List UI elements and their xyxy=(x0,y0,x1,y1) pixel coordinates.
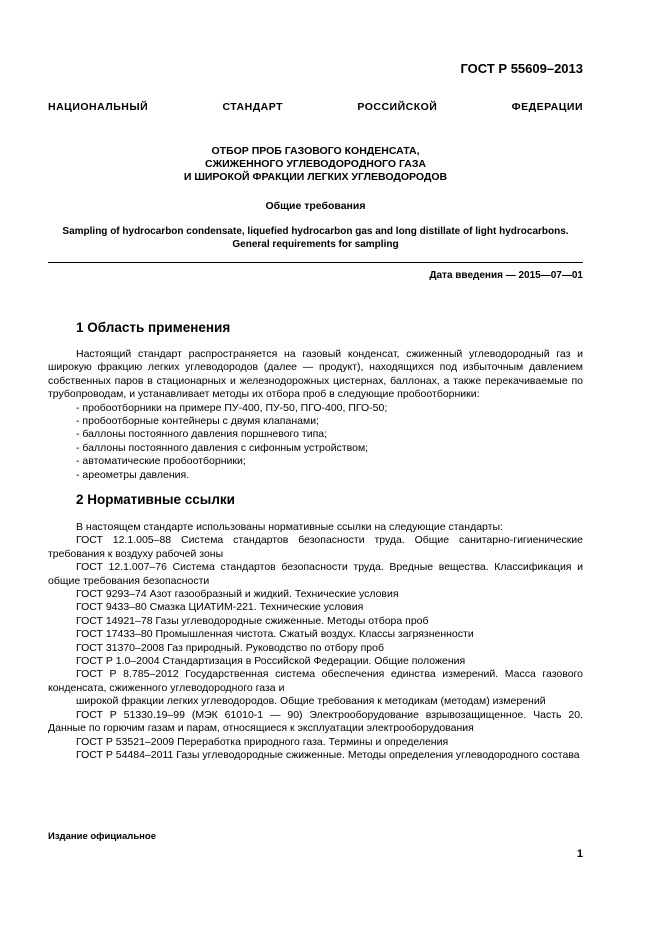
list-item: - пробоотборные контейнеры с двумя клапанами; xyxy=(76,415,319,428)
document-subtitle: Общие требования xyxy=(265,200,366,212)
title-line-1: ОТБОР ПРОБ ГАЗОВОГО КОНДЕНСАТА, xyxy=(211,145,420,157)
title-divider xyxy=(48,262,583,263)
official-edition-label: Издание официальное xyxy=(48,831,156,842)
reference-item: ГОСТ Р 8.785–2012 Государственная система обеспечения единства измерений. Масса газового конденсата, сжиженного углеводородного газа и xyxy=(48,668,583,694)
list-item: - баллоны постоянного давления поршневого типа; xyxy=(76,428,328,441)
reference-item: ГОСТ Р 53521–2009 Переработка природного газа. Термины и определения xyxy=(76,735,449,748)
reference-item: ГОСТ 12.1.005–88 Система стандартов безопасности труда. Общие санитарно-гигиенические требования к воздуху рабочей зоны xyxy=(48,534,583,560)
reference-item: ГОСТ Р 51330.19–99 (МЭК 61010-1 — 90) Электрооборудование взрывозащищенное. Часть 20. Данные по горючим газам и парам, относящиеся к эксплуатации электрооборудования xyxy=(48,708,583,735)
section-1-body xyxy=(48,348,583,482)
document-number: ГОСТ Р 55609–2013 xyxy=(460,61,583,76)
list-item: - автоматические пробоотборники; xyxy=(76,455,246,468)
page-number: 1 xyxy=(576,848,583,860)
document-title xyxy=(48,145,583,184)
section-1-paragraph: Настоящий стандарт распространяется на газовый конденсат, сжиженный углеводородный газ и широкую фракцию легких углеводородов (далее — продукт), находящихся под избыточным давлением собственных паров в стационарных и железнодорожных цистернах, баллонах, а также перекачиваемые по трубопроводам, и устанавливает методы их отбора проб в следующие пробоотборники: xyxy=(48,348,583,401)
list-item: - баллоны постоянного давления с сифонным устройством; xyxy=(76,441,369,454)
english-title xyxy=(48,225,583,251)
reference-item: ГОСТ 12.1.007–76 Система стандартов безопасности труда. Вредные вещества. Классификация и общие требования безопасности xyxy=(48,561,583,587)
reference-item: широкой фракции легких углеводородов. Общие требования к методикам (методам) измерений xyxy=(76,695,546,708)
section-1-heading: 1 Область применения xyxy=(76,320,231,335)
title-line-2: СЖИЖЕННОГО УГЛЕВОДОРОДНОГО ГАЗА xyxy=(205,158,426,170)
reference-item: ГОСТ Р 1.0–2004 Стандартизация в Российской Федерации. Общие положения xyxy=(76,655,466,668)
section-2-body xyxy=(48,521,583,762)
section-2-heading: 2 Нормативные ссылки xyxy=(76,492,235,507)
reference-item: ГОСТ 14921–78 Газы углеводородные сжиженные. Методы отбора проб xyxy=(76,614,429,627)
reference-item: ГОСТ Р 54484–2011 Газы углеводородные сжиженные. Методы определения углеводородного состава xyxy=(76,748,580,761)
english-title-line-1: Sampling of hydrocarbon condensate, liquefied hydrocarbon gas and long distillate of light hydrocarbons. xyxy=(62,226,569,237)
section-2-intro: В настоящем стандарте использованы нормативные ссылки на следующие стандарты: xyxy=(76,521,503,533)
national-standard-line: НАЦИОНАЛЬНЫЙ СТАНДАРТ РОССИЙСКОЙ ФЕДЕРАЦИИ xyxy=(48,101,583,113)
list-item: - ареометры давления. xyxy=(76,468,190,481)
reference-item: ГОСТ 31370–2008 Газ природный. Руководство по отбору проб xyxy=(76,641,384,654)
effective-date: Дата введения — 2015—07—01 xyxy=(429,270,583,281)
list-item: - пробоотборники на примере ПУ-400, ПУ-50, ПГО-400, ПГО-50; xyxy=(76,401,388,414)
reference-item: ГОСТ 9433–80 Смазка ЦИАТИМ-221. Технические условия xyxy=(76,601,364,614)
english-title-line-2: General requirements for sampling xyxy=(232,239,399,250)
reference-item: ГОСТ 9293–74 Азот газообразный и жидкий. Технические условия xyxy=(76,588,399,601)
reference-item: ГОСТ 17433–80 Промышленная чистота. Сжатый воздух. Классы загрязненности xyxy=(76,628,474,641)
title-line-3: И ШИРОКОЙ ФРАКЦИИ ЛЕГКИХ УГЛЕВОДОРОДОВ xyxy=(183,171,448,183)
